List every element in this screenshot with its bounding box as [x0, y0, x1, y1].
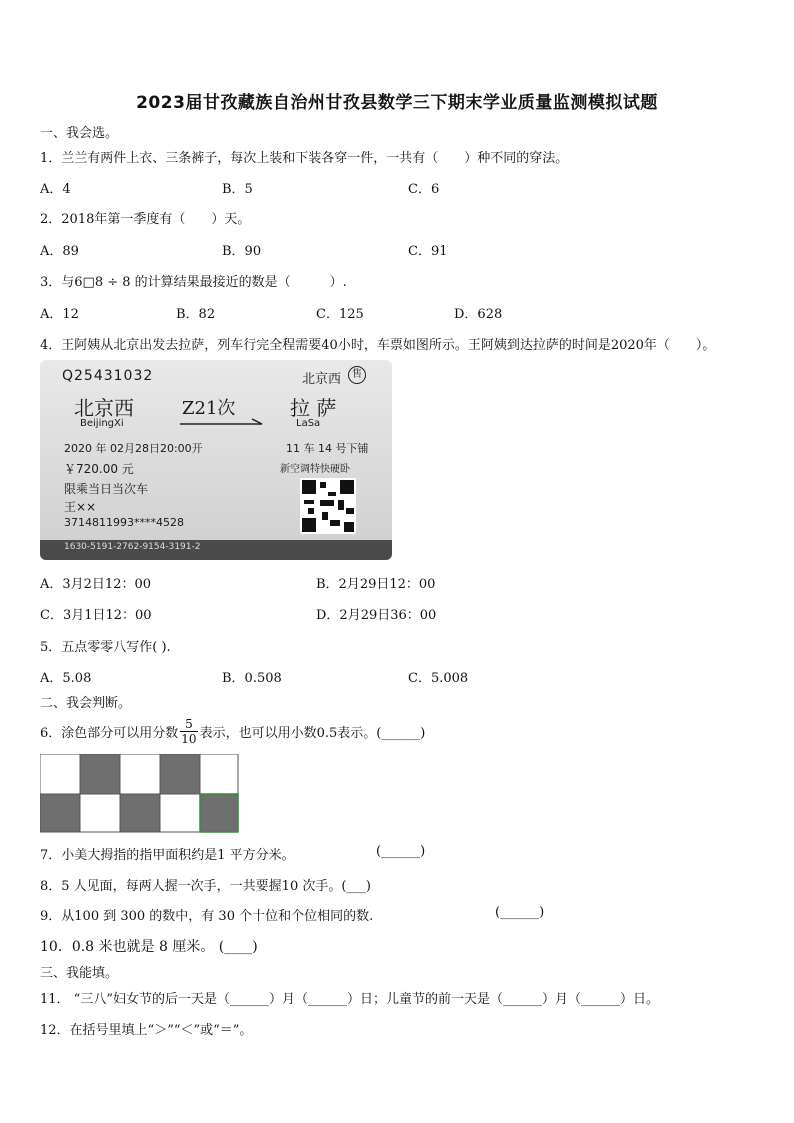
option-5c[interactable]: C．5.008 [408, 671, 469, 686]
option-5a[interactable]: A．5.08 [40, 671, 92, 686]
option-4b[interactable]: B．2月29日12：00 [316, 577, 436, 592]
option-2b[interactable]: B．90 [222, 244, 262, 259]
ticket-code: Q25431032 [62, 368, 154, 384]
ticket-passenger-name: 王×× [64, 500, 97, 514]
option-1b[interactable]: B．5 [222, 182, 253, 197]
question-12: 12．在括号里填上“＞”“＜”或“＝”。 [40, 1023, 253, 1038]
ticket-note: 限乘当日当次车 [64, 482, 149, 496]
qr-code-icon [300, 478, 356, 534]
question-8: 8．5 人见面，每两人握一次手，一共要握10 次手。(___) [40, 879, 371, 894]
grid-cell-shaded [160, 754, 200, 794]
ticket-to-pinyin: LaSa [296, 418, 321, 429]
question-6-text-post: 表示，也可以用小数0.5表示。(______) [199, 725, 426, 741]
option-3b[interactable]: B．82 [176, 307, 216, 322]
option-1a[interactable]: A．4 [40, 182, 71, 197]
question-6-text-pre: 6．涂色部分可以用分数 [40, 725, 179, 741]
question-10: 10．0.8 米也就是 8 厘米。 (____) [40, 939, 258, 955]
option-2c[interactable]: C．91 [408, 244, 448, 259]
grid-cell [160, 794, 200, 832]
fraction [180, 717, 197, 746]
grid-cell-shaded [80, 754, 120, 794]
ticket-serial: 1630-5191-2762-9154-3191-2 [64, 542, 201, 552]
ticket-id-number: 3714811993****4528 [64, 516, 184, 529]
ticket-train-number: Z21次 [182, 398, 236, 419]
grid-cell-shaded [120, 794, 160, 832]
ticket-seat: 11 车 14 号下铺 [286, 442, 369, 455]
ticket-station-stamp: 北京西 [302, 372, 342, 387]
question-9: 9．从100 到 300 的数中，有 30 个十位和个位相同的数. [40, 909, 374, 924]
section-heading: 二、我会判断。 [40, 696, 132, 711]
page-title: 2023届甘孜藏族自治州甘孜县数学三下期末学业质量监测模拟试题 [136, 93, 658, 113]
question-3: 3．与6□8 ÷ 8 的计算结果最接近的数是（ ）. [40, 275, 347, 290]
grid-cell [80, 794, 120, 832]
question-4: 4．王阿姨从北京出发去拉萨，列车行完全程需要40小时，车票如图所示。王阿姨到达拉萨的时间是2020年（ ）。 [40, 338, 716, 353]
option-1c[interactable]: C．6 [408, 182, 440, 197]
section-heading: 三、我能填。 [40, 966, 119, 981]
answer-blank-9[interactable]: (______) [495, 905, 545, 920]
ticket-sale-stamp: 售 [348, 366, 366, 384]
option-3a[interactable]: A．12 [40, 307, 79, 322]
section-heading: 一、我会选。 [40, 126, 119, 141]
question-2: 2．2018年第一季度有（ ）天。 [40, 212, 251, 227]
grid-cell [120, 754, 160, 794]
option-4a[interactable]: A．3月2日12：00 [40, 577, 152, 592]
ticket-from-pinyin: BeijingXi [80, 418, 124, 429]
grid-cell-shaded [40, 794, 80, 832]
option-4d[interactable]: D．2月29日36：00 [316, 608, 437, 623]
question-6 [40, 713, 425, 749]
shaded-grid [40, 754, 240, 834]
answer-blank-7[interactable]: (______) [376, 844, 426, 859]
option-5b[interactable]: B．0.508 [222, 671, 282, 686]
ticket-from: 北京西 [74, 396, 134, 420]
grid-cell [200, 754, 238, 794]
question-11: 11． “三八”妇女节的后一天是（______）月（______）日；儿童节的前一天是（______）月（______）日。 [40, 992, 659, 1007]
ticket-car-type: 新空调特快硬卧 [280, 464, 350, 475]
question-5: 5．五点零零八写作( ). [40, 640, 171, 655]
ticket-arrow-icon [180, 418, 270, 428]
ticket-datetime: 2020 年 02月28日20:00开 [64, 442, 203, 455]
fraction-denominator: 10 [181, 731, 197, 746]
question-1: 1．兰兰有两件上衣、三条裤子，每次上装和下装各穿一件，一共有（ ）种不同的穿法。 [40, 151, 569, 166]
question-7: 7．小美大拇指的指甲面积约是1 平方分米。 [40, 848, 295, 863]
ticket-to: 拉 萨 [290, 396, 337, 420]
fraction-numerator: 5 [180, 717, 197, 732]
option-3c[interactable]: C．125 [316, 307, 364, 322]
option-3d[interactable]: D．628 [454, 307, 503, 322]
option-2a[interactable]: A．89 [40, 244, 79, 259]
grid-cell-shaded [200, 794, 238, 832]
ticket-price: ￥720.00 元 [64, 462, 134, 476]
grid-cell [40, 754, 80, 794]
option-4c[interactable]: C．3月1日12：00 [40, 608, 152, 623]
